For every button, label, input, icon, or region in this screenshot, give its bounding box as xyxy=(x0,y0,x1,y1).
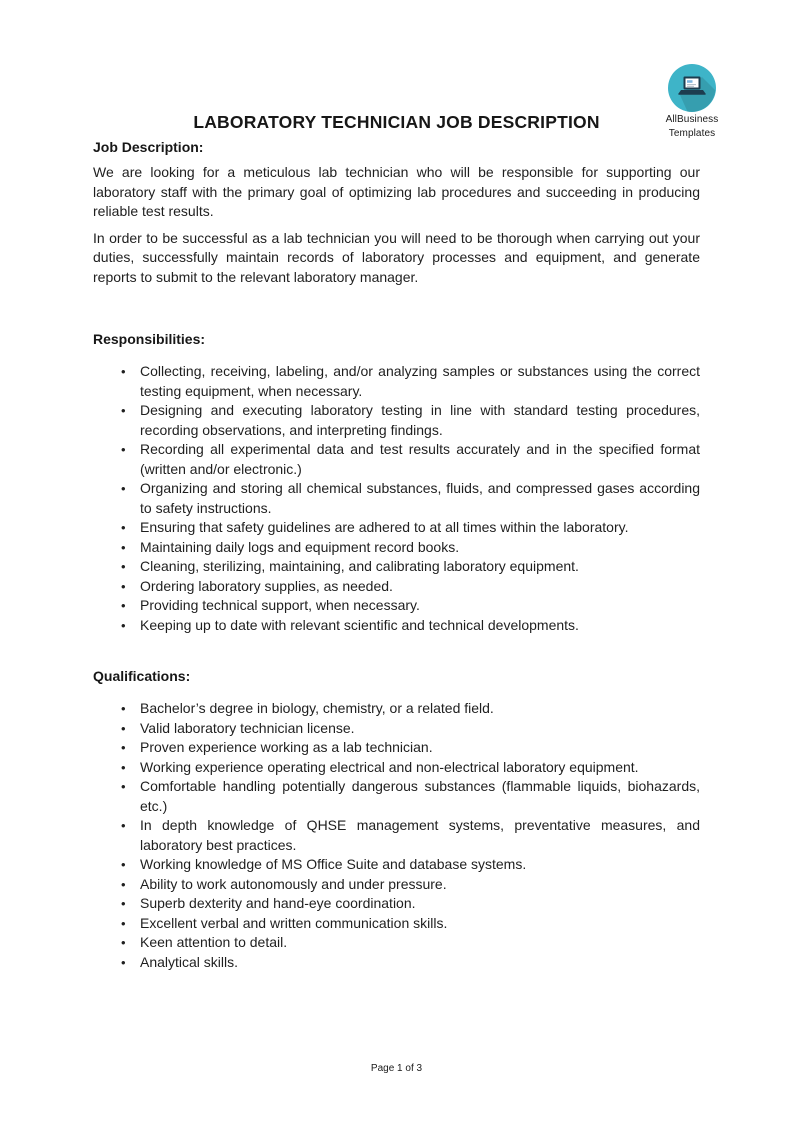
list-item: • Keeping up to date with relevant scientific and technical developments. xyxy=(93,616,700,636)
qualifications-heading: Qualifications: xyxy=(93,668,191,684)
list-item: • Ability to work autonomously and under pressure. xyxy=(93,875,700,895)
list-item: • Superb dexterity and hand-eye coordination. xyxy=(93,894,700,914)
list-item: • Bachelor’s degree in biology, chemistry, or a related field. xyxy=(93,699,700,719)
list-item: • Maintaining daily logs and equipment record books. xyxy=(93,538,700,558)
responsibilities-list xyxy=(93,362,700,635)
list-item: • Analytical skills. xyxy=(93,953,700,973)
list-item: • Ordering laboratory supplies, as needed. xyxy=(93,577,700,597)
list-item: • Organizing and storing all chemical substances, fluids, and compressed gases according to safety instructions. xyxy=(93,479,700,518)
list-item: • Valid laboratory technician license. xyxy=(93,719,700,739)
list-item: • Comfortable handling potentially dangerous substances (flammable liquids, biohazards, etc.) xyxy=(93,777,700,816)
list-item: • Designing and executing laboratory testing in line with standard testing procedures, recording observations, and interpreting findings. xyxy=(93,401,700,440)
qualifications-list xyxy=(93,699,700,972)
list-item: • Excellent verbal and written communication skills. xyxy=(93,914,700,934)
laptop-icon xyxy=(668,64,716,112)
list-item: • In depth knowledge of QHSE management systems, preventative measures, and laboratory best practices. xyxy=(93,816,700,855)
page-title: LABORATORY TECHNICIAN JOB DESCRIPTION xyxy=(193,112,600,132)
logo-text-line2: Templates xyxy=(668,128,716,139)
list-item: • Working knowledge of MS Office Suite and database systems. xyxy=(93,855,700,875)
logo-text-line1: AllBusiness xyxy=(665,114,719,125)
list-item: • Recording all experimental data and test results accurately and in the specified format (written and/or electronic.) xyxy=(93,440,700,479)
list-item: • Ensuring that safety guidelines are adhered to at all times within the laboratory. xyxy=(93,518,700,538)
list-item: • Keen attention to detail. xyxy=(93,933,700,953)
list-item: • Proven experience working as a lab technician. xyxy=(93,738,700,758)
list-item: • Working experience operating electrical and non-electrical laboratory equipment. xyxy=(93,758,700,778)
job-description-paragraph: We are looking for a meticulous lab technician who will be responsible for supporting our laboratory staff with the primary goal of optimizing lab procedures and succeeding in producing reliable test results. xyxy=(93,164,700,219)
allbusiness-logo xyxy=(660,64,724,140)
list-item: • Collecting, receiving, labeling, and/or analyzing samples or substances using the correct testing equipment, when necessary. xyxy=(93,362,700,401)
list-item: • Providing technical support, when necessary. xyxy=(93,596,700,616)
job-description-heading: Job Description: xyxy=(93,139,204,155)
list-item: • Cleaning, sterilizing, maintaining, and calibrating laboratory equipment. xyxy=(93,557,700,577)
responsibilities-heading: Responsibilities: xyxy=(93,331,206,347)
job-description-paragraph: In order to be successful as a lab technician you will need to be thorough when carrying out your duties, successfully maintain records of laboratory processes and equipment, and generate reports to submit to the relevant laboratory manager. xyxy=(93,229,700,285)
page-number: Page 1 of 3 xyxy=(370,1063,423,1074)
